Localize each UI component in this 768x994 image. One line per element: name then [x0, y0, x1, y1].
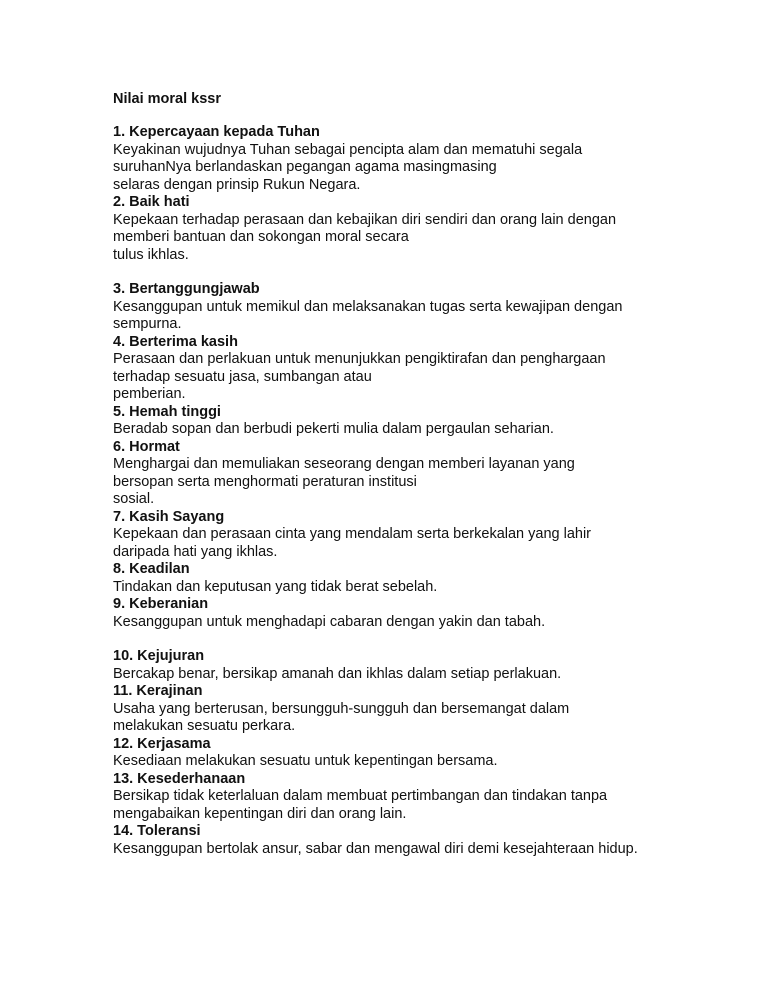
value-section	[113, 736, 673, 771]
value-heading: 1. Kepercayaan kepada Tuhan	[113, 124, 320, 140]
value-description-line: terhadap sesuatu jasa, sumbangan atau	[113, 368, 372, 385]
value-heading: 11. Kerajinan	[113, 683, 203, 699]
value-description-line: mengabaikan kepentingan diri dan orang lain.	[113, 805, 407, 822]
value-description-line: Kesediaan melakukan sesuatu untuk kepentingan bersama.	[113, 753, 498, 769]
value-description-line: sosial.	[113, 491, 155, 507]
value-section	[113, 194, 673, 264]
value-section	[113, 404, 673, 439]
value-description-line: memberi bantuan dan sokongan moral secara	[113, 229, 409, 245]
value-section	[113, 771, 673, 824]
value-section	[113, 509, 673, 562]
value-description-line: selaras dengan prinsip Rukun Negara.	[113, 176, 361, 193]
value-heading: 12. Kerjasama	[113, 735, 211, 752]
value-section	[113, 596, 673, 631]
value-description-line: Bercakap benar, bersikap amanah dan ikhlas dalam setiap perlakuan.	[113, 665, 562, 682]
value-description-line: Kepekaan dan perasaan cinta yang mendalam serta berkekalan yang lahir	[113, 526, 592, 542]
value-heading: 5. Hemah tinggi	[113, 403, 221, 420]
value-heading: 7. Kasih Sayang	[113, 508, 225, 525]
value-heading: 3. Bertanggungjawab	[113, 281, 260, 297]
value-section	[113, 334, 673, 404]
value-description-line: suruhanNya berlandaskan pegangan agama masingmasing	[113, 159, 497, 175]
page-title: Nilai moral kssr	[113, 91, 221, 107]
value-description-line: Usaha yang berterusan, bersungguh-sungguh dan bersemangat dalam	[113, 700, 570, 717]
value-heading: 14. Toleransi	[113, 823, 201, 839]
value-description-line: Perasaan dan perlakuan untuk menunjukkan pengiktirafan dan penghargaan	[113, 351, 606, 367]
value-heading: 4. Berterima kasih	[113, 333, 238, 350]
value-section	[113, 439, 673, 509]
value-description-line: Kesanggupan untuk menghadapi cabaran dengan yakin dan tabah.	[113, 613, 546, 630]
value-description-line: daripada hati yang ikhlas.	[113, 543, 278, 560]
value-description-line: Bersikap tidak keterlaluan dalam membuat pertimbangan dan tindakan tanpa	[113, 788, 608, 804]
value-description-line: Kesanggupan untuk memikul dan melaksanakan tugas serta kewajipan dengan	[113, 298, 623, 315]
value-heading: 10. Kejujuran	[113, 648, 205, 664]
value-section	[113, 648, 673, 683]
value-description-line: Keyakinan wujudnya Tuhan sebagai pencipta alam dan mematuhi segala	[113, 141, 583, 158]
value-heading: 13. Kesederhanaan	[113, 770, 246, 787]
value-heading: 9. Keberanian	[113, 596, 209, 612]
value-section	[113, 683, 673, 736]
value-description-line: melakukan sesuatu perkara.	[113, 718, 296, 734]
value-description-line: bersopan serta menghormati peraturan institusi	[113, 473, 417, 490]
value-heading: 8. Keadilan	[113, 561, 190, 577]
value-section	[113, 281, 673, 334]
value-description-line: pemberian.	[113, 386, 186, 402]
value-section	[113, 124, 673, 194]
value-heading: 2. Baik hati	[113, 194, 190, 210]
value-description-line: Kepekaan terhadap perasaan dan kebajikan diri sendiri dan orang lain dengan	[113, 211, 617, 228]
value-section	[113, 561, 673, 596]
moral-values-list	[113, 124, 673, 858]
value-description-line: sempurna.	[113, 316, 182, 332]
value-section	[113, 823, 673, 858]
value-heading: 6. Hormat	[113, 438, 180, 455]
value-description-line: Tindakan dan keputusan yang tidak berat sebelah.	[113, 578, 438, 595]
value-description-line: tulus ikhlas.	[113, 246, 189, 263]
value-description-line: Menghargai dan memuliakan seseorang dengan memberi layanan yang	[113, 456, 575, 472]
value-description-line: Kesanggupan bertolak ansur, sabar dan mengawal diri demi kesejahteraan hidup.	[113, 840, 638, 857]
value-description-line: Beradab sopan dan berbudi pekerti mulia dalam pergaulan seharian.	[113, 421, 554, 437]
